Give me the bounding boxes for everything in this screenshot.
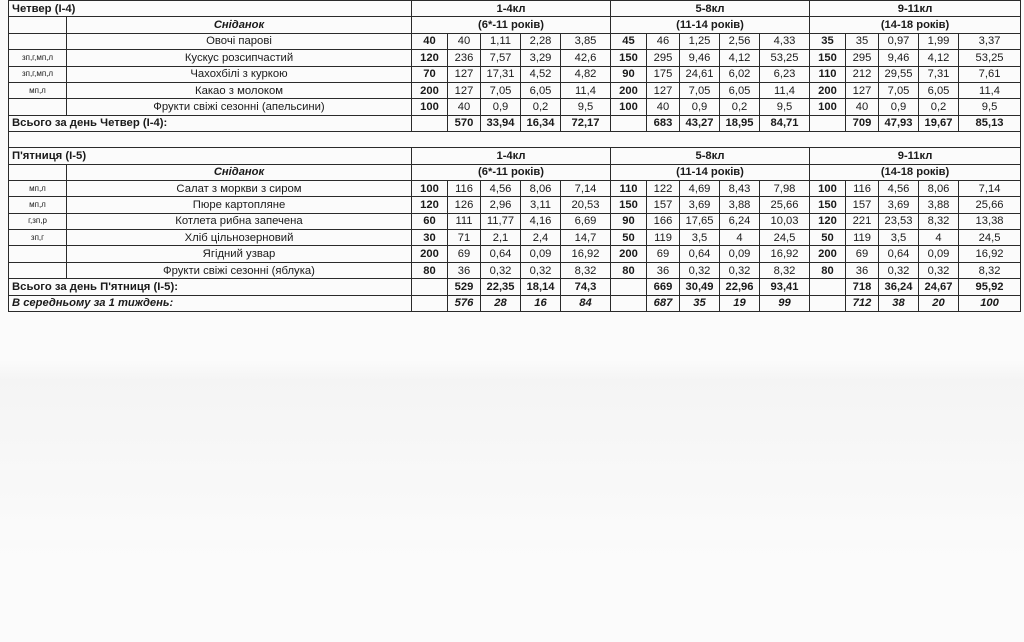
carbs-g: 14,7 xyxy=(561,230,611,246)
protein-g: 1,11 xyxy=(481,33,521,49)
portion-grams: 200 xyxy=(810,82,846,98)
carbs-g: 53,25 xyxy=(760,50,810,66)
protein-g: 7,05 xyxy=(879,82,919,98)
dish-name: Фрукти свіжі сезонні (яблука) xyxy=(67,262,412,278)
weekly-average-row xyxy=(9,295,1021,311)
meal-header-row xyxy=(9,17,1021,33)
protein-g: 0,9 xyxy=(481,99,521,115)
portion-grams: 150 xyxy=(810,197,846,213)
carbs-g: 9,5 xyxy=(561,99,611,115)
protein-g: 1,25 xyxy=(680,33,720,49)
fat-g: 4,12 xyxy=(919,50,959,66)
protein-g: 17,65 xyxy=(680,213,720,229)
separator-cell xyxy=(9,132,1021,148)
energy-kcal: 36 xyxy=(448,262,481,278)
portion-grams: 80 xyxy=(611,262,647,278)
fat-g: 4,16 xyxy=(521,213,561,229)
total-protein: 33,94 xyxy=(481,115,521,131)
protein-g: 0,32 xyxy=(481,262,521,278)
energy-kcal: 40 xyxy=(647,99,680,115)
fat-g: 8,06 xyxy=(521,180,561,196)
total-kcal: 709 xyxy=(846,115,879,131)
energy-kcal: 36 xyxy=(647,262,680,278)
carbs-g: 8,32 xyxy=(959,262,1021,278)
allergen-codes: мп,л xyxy=(9,197,67,213)
total-kcal: 570 xyxy=(448,115,481,131)
portion-grams: 100 xyxy=(412,180,448,196)
allergen-codes xyxy=(9,99,67,115)
energy-kcal: 40 xyxy=(448,33,481,49)
total-kcal: 718 xyxy=(846,279,879,295)
avg-carbs: 99 xyxy=(760,295,810,311)
protein-g: 2,96 xyxy=(481,197,521,213)
energy-kcal: 157 xyxy=(647,197,680,213)
dish-row xyxy=(9,99,1021,115)
fat-g: 3,11 xyxy=(521,197,561,213)
total-protein: 36,24 xyxy=(879,279,919,295)
total-carbs: 93,41 xyxy=(760,279,810,295)
protein-g: 4,56 xyxy=(481,180,521,196)
portion-grams: 100 xyxy=(611,99,647,115)
carbs-g: 6,69 xyxy=(561,213,611,229)
dish-name: Пюре картопляне xyxy=(67,197,412,213)
avg-carbs: 100 xyxy=(959,295,1021,311)
fat-g: 4,52 xyxy=(521,66,561,82)
fat-g: 0,09 xyxy=(919,246,959,262)
energy-kcal: 212 xyxy=(846,66,879,82)
energy-kcal: 295 xyxy=(846,50,879,66)
portion-grams: 30 xyxy=(412,230,448,246)
total-fat: 24,67 xyxy=(919,279,959,295)
protein-g: 11,77 xyxy=(481,213,521,229)
fat-g: 4,12 xyxy=(720,50,760,66)
portion-grams: 150 xyxy=(611,197,647,213)
portion-grams: 200 xyxy=(611,82,647,98)
fat-g: 6,05 xyxy=(521,82,561,98)
blank-cell xyxy=(611,295,647,311)
protein-g: 0,64 xyxy=(879,246,919,262)
allergen-codes: зп,г xyxy=(9,230,67,246)
total-carbs: 95,92 xyxy=(959,279,1021,295)
age-range-label: (14-18 років) xyxy=(810,164,1021,180)
total-fat: 22,96 xyxy=(720,279,760,295)
portion-grams: 80 xyxy=(412,262,448,278)
total-kcal: 529 xyxy=(448,279,481,295)
fat-g: 0,2 xyxy=(919,99,959,115)
fat-g: 1,99 xyxy=(919,33,959,49)
carbs-g: 3,37 xyxy=(959,33,1021,49)
avg-kcal: 576 xyxy=(448,295,481,311)
portion-grams: 35 xyxy=(810,33,846,49)
protein-g: 9,46 xyxy=(680,50,720,66)
carbs-g: 7,14 xyxy=(561,180,611,196)
portion-grams: 100 xyxy=(412,99,448,115)
blank-cell xyxy=(611,115,647,131)
portion-grams: 200 xyxy=(611,246,647,262)
carbs-g: 7,14 xyxy=(959,180,1021,196)
protein-g: 3,5 xyxy=(680,230,720,246)
fat-g: 8,06 xyxy=(919,180,959,196)
protein-g: 0,64 xyxy=(481,246,521,262)
energy-kcal: 127 xyxy=(647,82,680,98)
total-carbs: 74,3 xyxy=(561,279,611,295)
fat-g: 0,09 xyxy=(720,246,760,262)
energy-kcal: 127 xyxy=(448,66,481,82)
avg-protein: 35 xyxy=(680,295,720,311)
fat-g: 0,09 xyxy=(521,246,561,262)
energy-kcal: 122 xyxy=(647,180,680,196)
portion-grams: 45 xyxy=(611,33,647,49)
energy-kcal: 119 xyxy=(647,230,680,246)
fat-g: 8,32 xyxy=(919,213,959,229)
protein-g: 24,61 xyxy=(680,66,720,82)
day-title: Четвер (І-4) xyxy=(9,1,412,17)
blank-cell xyxy=(412,295,448,311)
fat-g: 3,88 xyxy=(720,197,760,213)
day-total-row xyxy=(9,279,1021,295)
carbs-g: 53,25 xyxy=(959,50,1021,66)
carbs-g: 6,23 xyxy=(760,66,810,82)
energy-kcal: 126 xyxy=(448,197,481,213)
portion-grams: 40 xyxy=(412,33,448,49)
total-carbs: 84,71 xyxy=(760,115,810,131)
blank-cell xyxy=(810,115,846,131)
portion-grams: 70 xyxy=(412,66,448,82)
grade-group-label: 1-4кл xyxy=(412,1,611,17)
energy-kcal: 127 xyxy=(846,82,879,98)
energy-kcal: 35 xyxy=(846,33,879,49)
carbs-g: 7,61 xyxy=(959,66,1021,82)
dish-row xyxy=(9,262,1021,278)
portion-grams: 90 xyxy=(611,66,647,82)
fat-g: 6,05 xyxy=(919,82,959,98)
day-total-row xyxy=(9,115,1021,131)
energy-kcal: 36 xyxy=(846,262,879,278)
blank-cell xyxy=(412,279,448,295)
day-total-label: Всього за день П'ятниця (І-5): xyxy=(9,279,412,295)
total-protein: 30,49 xyxy=(680,279,720,295)
portion-grams: 200 xyxy=(412,246,448,262)
energy-kcal: 69 xyxy=(846,246,879,262)
dish-name: Салат з моркви з сиром xyxy=(67,180,412,196)
avg-fat: 16 xyxy=(521,295,561,311)
allergen-codes: г,зп,р xyxy=(9,213,67,229)
carbs-g: 42,6 xyxy=(561,50,611,66)
fat-g: 4 xyxy=(919,230,959,246)
total-fat: 16,34 xyxy=(521,115,561,131)
dish-row xyxy=(9,230,1021,246)
allergen-codes xyxy=(9,262,67,278)
protein-g: 2,1 xyxy=(481,230,521,246)
portion-grams: 150 xyxy=(810,50,846,66)
avg-kcal: 712 xyxy=(846,295,879,311)
day-header-row xyxy=(9,148,1021,164)
protein-g: 9,46 xyxy=(879,50,919,66)
day-total-label: Всього за день Четвер (І-4): xyxy=(9,115,412,131)
avg-fat: 19 xyxy=(720,295,760,311)
fat-g: 0,32 xyxy=(919,262,959,278)
protein-g: 7,05 xyxy=(481,82,521,98)
carbs-g: 24,5 xyxy=(760,230,810,246)
age-range-label: (6*-11 років) xyxy=(412,17,611,33)
fat-g: 3,29 xyxy=(521,50,561,66)
carbs-g: 16,92 xyxy=(959,246,1021,262)
blank-cell xyxy=(9,17,67,33)
portion-grams: 110 xyxy=(810,66,846,82)
protein-g: 4,56 xyxy=(879,180,919,196)
total-kcal: 683 xyxy=(647,115,680,131)
allergen-codes xyxy=(9,33,67,49)
fat-g: 2,56 xyxy=(720,33,760,49)
fat-g: 6,05 xyxy=(720,82,760,98)
carbs-g: 16,92 xyxy=(760,246,810,262)
carbs-g: 24,5 xyxy=(959,230,1021,246)
energy-kcal: 116 xyxy=(846,180,879,196)
energy-kcal: 111 xyxy=(448,213,481,229)
blank-cell xyxy=(810,295,846,311)
protein-g: 7,57 xyxy=(481,50,521,66)
dish-row xyxy=(9,246,1021,262)
fat-g: 6,24 xyxy=(720,213,760,229)
energy-kcal: 236 xyxy=(448,50,481,66)
carbs-g: 16,92 xyxy=(561,246,611,262)
carbs-g: 11,4 xyxy=(561,82,611,98)
protein-g: 0,9 xyxy=(680,99,720,115)
portion-grams: 120 xyxy=(412,50,448,66)
portion-grams: 120 xyxy=(412,197,448,213)
total-fat: 18,95 xyxy=(720,115,760,131)
energy-kcal: 119 xyxy=(846,230,879,246)
meal-header-row xyxy=(9,164,1021,180)
energy-kcal: 166 xyxy=(647,213,680,229)
protein-g: 0,9 xyxy=(879,99,919,115)
portion-grams: 120 xyxy=(810,213,846,229)
dish-row xyxy=(9,213,1021,229)
protein-g: 0,32 xyxy=(879,262,919,278)
carbs-g: 7,98 xyxy=(760,180,810,196)
allergen-codes xyxy=(9,246,67,262)
total-carbs: 85,13 xyxy=(959,115,1021,131)
avg-protein: 28 xyxy=(481,295,521,311)
allergen-codes: мп,л xyxy=(9,82,67,98)
grade-group-label: 9-11кл xyxy=(810,148,1021,164)
energy-kcal: 40 xyxy=(846,99,879,115)
portion-grams: 200 xyxy=(810,246,846,262)
grade-group-label: 5-8кл xyxy=(611,148,810,164)
day-header-row xyxy=(9,1,1021,17)
age-range-label: (11-14 років) xyxy=(611,164,810,180)
dish-name: Чахохбілі з куркою xyxy=(67,66,412,82)
protein-g: 0,97 xyxy=(879,33,919,49)
avg-fat: 20 xyxy=(919,295,959,311)
portion-grams: 80 xyxy=(810,262,846,278)
fat-g: 3,88 xyxy=(919,197,959,213)
carbs-g: 9,5 xyxy=(959,99,1021,115)
protein-g: 17,31 xyxy=(481,66,521,82)
blank-cell xyxy=(611,279,647,295)
energy-kcal: 71 xyxy=(448,230,481,246)
carbs-g: 4,82 xyxy=(561,66,611,82)
carbs-g: 9,5 xyxy=(760,99,810,115)
age-range-label: (14-18 років) xyxy=(810,17,1021,33)
fat-g: 8,43 xyxy=(720,180,760,196)
energy-kcal: 157 xyxy=(846,197,879,213)
allergen-codes: зп,г,мп,л xyxy=(9,50,67,66)
avg-carbs: 84 xyxy=(561,295,611,311)
total-carbs: 72,17 xyxy=(561,115,611,131)
dish-name: Ягідний узвар xyxy=(67,246,412,262)
protein-g: 23,53 xyxy=(879,213,919,229)
meal-title: Сніданок xyxy=(67,17,412,33)
portion-grams: 100 xyxy=(810,99,846,115)
dish-row xyxy=(9,66,1021,82)
protein-g: 0,32 xyxy=(680,262,720,278)
dish-row xyxy=(9,82,1021,98)
carbs-g: 4,33 xyxy=(760,33,810,49)
fat-g: 2,4 xyxy=(521,230,561,246)
portion-grams: 110 xyxy=(611,180,647,196)
dish-name: Кускус розсипчастий xyxy=(67,50,412,66)
menu-table-body xyxy=(9,1,1021,312)
total-fat: 19,67 xyxy=(919,115,959,131)
carbs-g: 25,66 xyxy=(959,197,1021,213)
portion-grams: 60 xyxy=(412,213,448,229)
blank-cell xyxy=(9,164,67,180)
energy-kcal: 46 xyxy=(647,33,680,49)
energy-kcal: 221 xyxy=(846,213,879,229)
weekly-average-label: В середньому за 1 тиждень: xyxy=(9,295,412,311)
allergen-codes: мп,л xyxy=(9,180,67,196)
carbs-g: 13,38 xyxy=(959,213,1021,229)
dish-row xyxy=(9,197,1021,213)
dish-name: Хліб цільнозерновий xyxy=(67,230,412,246)
protein-g: 3,69 xyxy=(879,197,919,213)
dish-row xyxy=(9,50,1021,66)
fat-g: 0,32 xyxy=(521,262,561,278)
dish-name: Фрукти свіжі сезонні (апельсини) xyxy=(67,99,412,115)
portion-grams: 100 xyxy=(810,180,846,196)
portion-grams: 150 xyxy=(611,50,647,66)
dish-name: Котлета рибна запечена xyxy=(67,213,412,229)
dish-name: Какао з молоком xyxy=(67,82,412,98)
total-fat: 18,14 xyxy=(521,279,561,295)
grade-group-label: 9-11кл xyxy=(810,1,1021,17)
dish-row xyxy=(9,33,1021,49)
fat-g: 2,28 xyxy=(521,33,561,49)
day-separator-row xyxy=(9,132,1021,148)
dish-name: Овочі парові xyxy=(67,33,412,49)
fat-g: 0,32 xyxy=(720,262,760,278)
fat-g: 0,2 xyxy=(521,99,561,115)
carbs-g: 25,66 xyxy=(760,197,810,213)
carbs-g: 11,4 xyxy=(959,82,1021,98)
fat-g: 4 xyxy=(720,230,760,246)
total-kcal: 669 xyxy=(647,279,680,295)
portion-grams: 50 xyxy=(611,230,647,246)
energy-kcal: 40 xyxy=(448,99,481,115)
meal-title: Сніданок xyxy=(67,164,412,180)
weekly-menu-table xyxy=(8,0,1021,312)
fat-g: 6,02 xyxy=(720,66,760,82)
energy-kcal: 127 xyxy=(448,82,481,98)
fat-g: 0,2 xyxy=(720,99,760,115)
blank-cell xyxy=(412,115,448,131)
protein-g: 3,5 xyxy=(879,230,919,246)
portion-grams: 90 xyxy=(611,213,647,229)
carbs-g: 8,32 xyxy=(561,262,611,278)
allergen-codes: зп,г,мп,л xyxy=(9,66,67,82)
protein-g: 4,69 xyxy=(680,180,720,196)
grade-group-label: 1-4кл xyxy=(412,148,611,164)
portion-grams: 50 xyxy=(810,230,846,246)
carbs-g: 20,53 xyxy=(561,197,611,213)
blank-cell xyxy=(810,279,846,295)
day-title: П'ятниця (І-5) xyxy=(9,148,412,164)
grade-group-label: 5-8кл xyxy=(611,1,810,17)
energy-kcal: 175 xyxy=(647,66,680,82)
protein-g: 7,05 xyxy=(680,82,720,98)
carbs-g: 10,03 xyxy=(760,213,810,229)
total-protein: 43,27 xyxy=(680,115,720,131)
protein-g: 3,69 xyxy=(680,197,720,213)
portion-grams: 200 xyxy=(412,82,448,98)
energy-kcal: 69 xyxy=(647,246,680,262)
avg-kcal: 687 xyxy=(647,295,680,311)
carbs-g: 8,32 xyxy=(760,262,810,278)
protein-g: 29,55 xyxy=(879,66,919,82)
total-protein: 22,35 xyxy=(481,279,521,295)
total-protein: 47,93 xyxy=(879,115,919,131)
energy-kcal: 116 xyxy=(448,180,481,196)
avg-protein: 38 xyxy=(879,295,919,311)
protein-g: 0,64 xyxy=(680,246,720,262)
energy-kcal: 295 xyxy=(647,50,680,66)
age-range-label: (11-14 років) xyxy=(611,17,810,33)
fat-g: 7,31 xyxy=(919,66,959,82)
carbs-g: 3,85 xyxy=(561,33,611,49)
dish-row xyxy=(9,180,1021,196)
carbs-g: 11,4 xyxy=(760,82,810,98)
age-range-label: (6*-11 років) xyxy=(412,164,611,180)
energy-kcal: 69 xyxy=(448,246,481,262)
